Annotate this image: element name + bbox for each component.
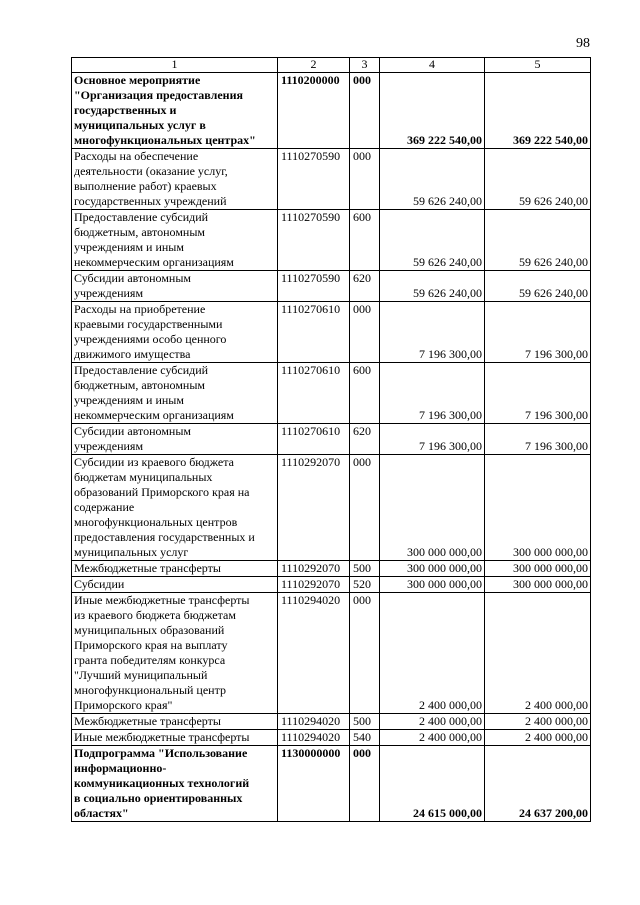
table-row — [72, 577, 591, 593]
header-col-2: 2 — [278, 58, 350, 73]
row-name — [72, 210, 278, 271]
row-amount-col5: 2 400 000,00 — [485, 593, 591, 714]
row-amount-col4: 59 626 240,00 — [380, 149, 485, 210]
row-name-line: выполнение работ) краевых — [74, 179, 217, 193]
row-name-line: "Лучший муниципальный — [74, 668, 208, 682]
row-kind: 000 — [350, 73, 380, 149]
row-kind: 000 — [350, 302, 380, 363]
row-name-line: учреждениям и иным — [74, 393, 184, 407]
row-name-line: Предоставление субсидий — [74, 210, 209, 224]
row-name-line: Приморского края на выплату — [74, 638, 228, 652]
row-name-line: коммуникационных технологий — [74, 776, 250, 790]
table-row — [72, 424, 591, 455]
row-kind: 600 — [350, 210, 380, 271]
row-name-line: бюджетам муниципальных — [74, 470, 213, 484]
row-amount-col4: 300 000 000,00 — [380, 455, 485, 561]
table-row — [72, 714, 591, 730]
row-amount-col4: 7 196 300,00 — [380, 302, 485, 363]
row-amount-col4: 59 626 240,00 — [380, 271, 485, 302]
row-name-line: Подпрограмма "Использование — [74, 746, 248, 760]
row-amount-col4: 2 400 000,00 — [380, 730, 485, 746]
row-name-line: многофункциональный центр — [74, 683, 226, 697]
row-amount-col5: 59 626 240,00 — [485, 149, 591, 210]
row-name-line: некоммерческим организациям — [74, 408, 234, 422]
row-name-line: Межбюджетные трансферты — [74, 561, 221, 575]
row-name-line: Межбюджетные трансферты — [74, 714, 221, 728]
row-name-line: "Организация предоставления — [74, 88, 243, 102]
row-amount-col5: 300 000 000,00 — [485, 577, 591, 593]
row-name-line: учреждениям — [74, 286, 144, 300]
row-kind: 000 — [350, 593, 380, 714]
row-amount-col5: 59 626 240,00 — [485, 271, 591, 302]
row-name-line: в социально ориентированных — [74, 791, 243, 805]
row-name — [72, 730, 278, 746]
row-amount-col4: 2 400 000,00 — [380, 714, 485, 730]
row-name-line: муниципальных образований — [74, 623, 225, 637]
row-amount-col4: 59 626 240,00 — [380, 210, 485, 271]
row-name-line: муниципальных услуг в — [74, 118, 206, 132]
table-row — [72, 210, 591, 271]
table-row — [72, 149, 591, 210]
row-code: 1110270610 — [278, 424, 350, 455]
row-name-line: бюджетным, автономным — [74, 378, 205, 392]
row-name-line: из краевого бюджета бюджетам — [74, 608, 236, 622]
row-name-line: Основное мероприятие — [74, 73, 201, 87]
row-amount-col5: 2 400 000,00 — [485, 714, 591, 730]
table-row — [72, 593, 591, 714]
row-code: 1110270610 — [278, 363, 350, 424]
table-row — [72, 363, 591, 424]
row-name — [72, 271, 278, 302]
row-code: 1130000000 — [278, 746, 350, 822]
row-name-line: Субсидии автономным — [74, 424, 191, 438]
row-name-line: областях" — [74, 806, 129, 820]
row-amount-col5: 7 196 300,00 — [485, 363, 591, 424]
row-name-line: некоммерческим организациям — [74, 255, 234, 269]
header-row — [72, 58, 591, 73]
row-kind: 540 — [350, 730, 380, 746]
row-kind: 600 — [350, 363, 380, 424]
row-name — [72, 424, 278, 455]
table-row — [72, 73, 591, 149]
table-row — [72, 730, 591, 746]
row-amount-col5: 7 196 300,00 — [485, 424, 591, 455]
table-header — [72, 58, 591, 73]
row-name — [72, 746, 278, 822]
row-name-line: гранта победителям конкурса — [74, 653, 226, 667]
row-kind: 000 — [350, 746, 380, 822]
row-code: 1110292070 — [278, 577, 350, 593]
row-kind: 620 — [350, 271, 380, 302]
row-name-line: Предоставление субсидий — [74, 363, 209, 377]
row-amount-col5: 300 000 000,00 — [485, 561, 591, 577]
row-name-line: предоставления государственных и — [74, 530, 255, 544]
row-name-line: государственных и — [74, 103, 177, 117]
row-code: 1110270590 — [278, 149, 350, 210]
row-code: 1110294020 — [278, 730, 350, 746]
row-name-line: многофункциональных центрах" — [74, 133, 256, 147]
row-kind: 500 — [350, 714, 380, 730]
row-name — [72, 73, 278, 149]
table-row — [72, 271, 591, 302]
row-name-line: деятельности (оказание услуг, — [74, 164, 228, 178]
table-row — [72, 455, 591, 561]
row-name-line: Субсидии из краевого бюджета — [74, 455, 234, 469]
row-name — [72, 593, 278, 714]
row-name-line: государственных учреждений — [74, 194, 227, 208]
row-name — [72, 577, 278, 593]
table-row — [72, 746, 591, 822]
header-col-3: 3 — [350, 58, 380, 73]
row-code: 1110292070 — [278, 561, 350, 577]
row-code: 1110294020 — [278, 714, 350, 730]
row-kind: 000 — [350, 455, 380, 561]
header-col-5: 5 — [485, 58, 591, 73]
row-name-line: информационно- — [74, 761, 167, 775]
row-name — [72, 363, 278, 424]
row-name-line: Субсидии — [74, 577, 125, 591]
row-name — [72, 302, 278, 363]
row-name — [72, 561, 278, 577]
table-row — [72, 302, 591, 363]
row-amount-col4: 2 400 000,00 — [380, 593, 485, 714]
table-row — [72, 561, 591, 577]
table-body — [72, 73, 591, 822]
row-name-line: Иные межбюджетные трансферты — [74, 593, 250, 607]
row-name-line: движимого имущества — [74, 347, 191, 361]
budget-table — [71, 57, 591, 822]
row-name — [72, 714, 278, 730]
row-name-line: Приморского края" — [74, 698, 173, 712]
row-name — [72, 149, 278, 210]
row-amount-col4: 7 196 300,00 — [380, 424, 485, 455]
row-name-line: содержание — [74, 500, 135, 514]
row-name-line: муниципальных услуг — [74, 545, 189, 559]
row-name-line: Расходы на обеспечение — [74, 149, 199, 163]
row-amount-col4: 7 196 300,00 — [380, 363, 485, 424]
row-name-line: Расходы на приобретение — [74, 302, 206, 316]
row-amount-col5: 7 196 300,00 — [485, 302, 591, 363]
row-code: 1110200000 — [278, 73, 350, 149]
row-code: 1110270590 — [278, 271, 350, 302]
row-name-line: Субсидии автономным — [74, 271, 191, 285]
row-name-line: учреждениям — [74, 439, 144, 453]
row-code: 1110294020 — [278, 593, 350, 714]
header-col-4: 4 — [380, 58, 485, 73]
row-name-line: учреждениям и иным — [74, 240, 184, 254]
budget-table-container — [71, 57, 591, 822]
row-name-line: Иные межбюджетные трансферты — [74, 730, 250, 744]
row-name-line: краевыми государственными — [74, 317, 223, 331]
row-kind: 620 — [350, 424, 380, 455]
row-code: 1110270590 — [278, 210, 350, 271]
row-amount-col5: 24 637 200,00 — [485, 746, 591, 822]
row-amount-col4: 300 000 000,00 — [380, 577, 485, 593]
row-code: 1110292070 — [278, 455, 350, 561]
row-name-line: бюджетным, автономным — [74, 225, 205, 239]
row-kind: 000 — [350, 149, 380, 210]
row-kind: 520 — [350, 577, 380, 593]
row-amount-col5: 300 000 000,00 — [485, 455, 591, 561]
row-name-line: многофункциональных центров — [74, 515, 238, 529]
header-col-1: 1 — [72, 58, 278, 73]
row-amount-col4: 369 222 540,00 — [380, 73, 485, 149]
row-amount-col5: 369 222 540,00 — [485, 73, 591, 149]
row-name — [72, 455, 278, 561]
row-name-line: учреждениями особо ценного — [74, 332, 227, 346]
row-name-line: образований Приморского края на — [74, 485, 250, 499]
row-amount-col4: 300 000 000,00 — [380, 561, 485, 577]
row-kind: 500 — [350, 561, 380, 577]
page-number: 98 — [576, 36, 590, 51]
row-code: 1110270610 — [278, 302, 350, 363]
row-amount-col5: 59 626 240,00 — [485, 210, 591, 271]
row-amount-col5: 2 400 000,00 — [485, 730, 591, 746]
row-amount-col4: 24 615 000,00 — [380, 746, 485, 822]
